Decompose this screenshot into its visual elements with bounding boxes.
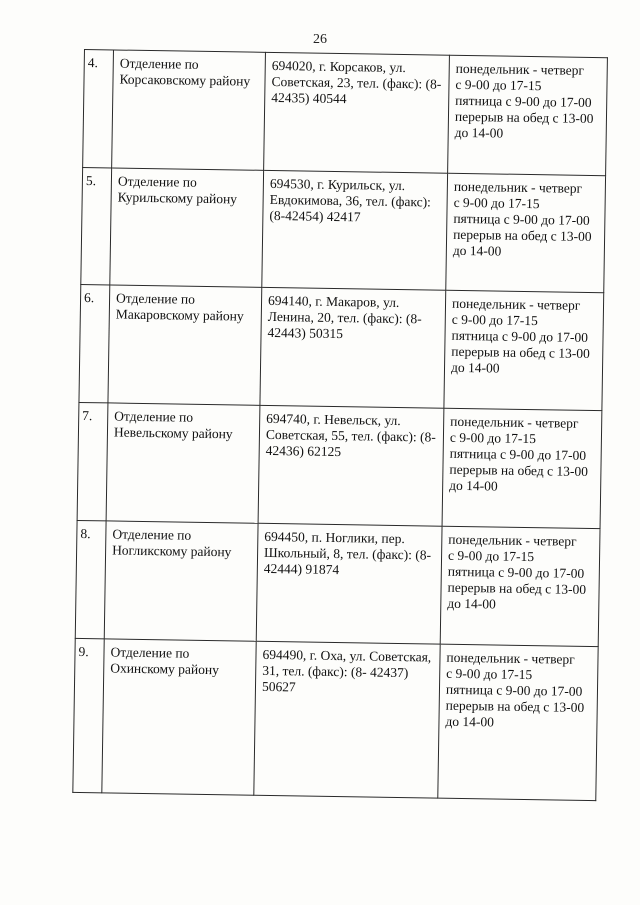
- working-hours: [444, 291, 604, 411]
- departments-table: [72, 49, 608, 801]
- working-hours: [442, 408, 602, 528]
- table-body: [73, 50, 608, 801]
- hours-line: пятница с 9-00 до 17-00: [447, 563, 585, 581]
- department-name: Отделение по Ногликскому району: [104, 521, 258, 641]
- department-address: 694020, г. Корсаков, ул. Советская, 23, тел. (факс): (8-42435) 40544: [264, 52, 450, 173]
- table-row: [73, 638, 598, 801]
- department-address: 694450, п. Ноглики, пер. Школьный, 8, тел. (факс): (8-42444) 91874: [256, 523, 442, 644]
- department-name: Отделение по Макаровскому району: [108, 285, 262, 405]
- hours-line: с 9-00 до 17-15: [453, 194, 540, 211]
- row-number: 6.: [79, 285, 110, 403]
- department-address: 694140, г. Макаров, ул. Ленина, 20, тел. (факс): (8-42443) 50315: [260, 288, 446, 409]
- hours-line: перерыв на обед с 13-00 до 14-00: [452, 226, 592, 259]
- hours-line: пятница с 9-00 до 17-00: [453, 210, 590, 228]
- department-name: Отделение по Охинскому району: [102, 638, 256, 795]
- hours-line: с 9-00 до 17-15: [455, 76, 542, 94]
- hours-line: понедельник - четверг: [453, 178, 583, 196]
- department-name: Отделение по Невельскому району: [106, 403, 260, 523]
- hours-line: понедельник - четверг: [446, 649, 575, 667]
- department-address: 694490, г. Оха, ул. Советская, 31, тел. (факс): (8- 42437) 50627: [254, 641, 440, 798]
- hours-line: перерыв на обед с 13-00 до 14-00: [454, 108, 594, 141]
- hours-line: перерыв на обед с 13-00 до 14-00: [450, 344, 590, 377]
- working-hours: [438, 644, 598, 801]
- department-address: 694530, г. Курильск, ул. Евдокимова, 36, тел. (факс): (8-42454) 42417: [262, 170, 448, 291]
- hours-line: пятница с 9-00 до 17-00: [445, 681, 583, 699]
- table-row: [81, 167, 606, 293]
- departments-table-wrapper: [72, 49, 608, 801]
- hours-line: понедельник - четверг: [451, 296, 581, 314]
- department-name: Отделение по Курильскому району: [110, 168, 264, 288]
- table-row: [77, 403, 602, 529]
- hours-line: с 9-00 до 17-15: [446, 665, 533, 682]
- table-row: [79, 285, 604, 411]
- hours-line: с 9-00 до 17-15: [447, 547, 535, 565]
- hours-line: перерыв на обед с 13-00 до 14-00: [445, 697, 585, 730]
- page-number: 26: [313, 32, 327, 47]
- hours-line: перерыв на обед с 13-00 до 14-00: [449, 461, 589, 494]
- row-number: 4.: [83, 50, 114, 168]
- hours-line: пятница с 9-00 до 17-00: [451, 328, 589, 346]
- hours-line: понедельник - четверг: [450, 413, 579, 431]
- working-hours: [446, 173, 606, 293]
- hours-line: пятница с 9-00 до 17-00: [455, 92, 592, 110]
- working-hours: [448, 55, 608, 175]
- hours-line: понедельник - четверг: [455, 60, 585, 78]
- row-number: 5.: [81, 167, 112, 285]
- table-row: [75, 520, 600, 646]
- row-number: 9.: [73, 638, 104, 793]
- row-number: 7.: [77, 403, 108, 521]
- hours-line: понедельник - четверг: [448, 531, 577, 549]
- department-name: Отделение по Корсаковскому району: [112, 50, 266, 170]
- table-row: [83, 50, 608, 176]
- hours-line: перерыв на обед с 13-00 до 14-00: [447, 579, 587, 612]
- blank-space: [445, 729, 590, 759]
- hours-line: с 9-00 до 17-15: [451, 312, 538, 329]
- working-hours: [440, 526, 600, 646]
- hours-line: пятница с 9-00 до 17-00: [449, 445, 587, 464]
- department-address: 694740, г. Невельск, ул. Советская, 55, тел. (факс): (8-42436) 62125: [258, 405, 444, 526]
- hours-line: с 9-00 до 17-15: [449, 429, 537, 447]
- row-number: 8.: [75, 520, 106, 638]
